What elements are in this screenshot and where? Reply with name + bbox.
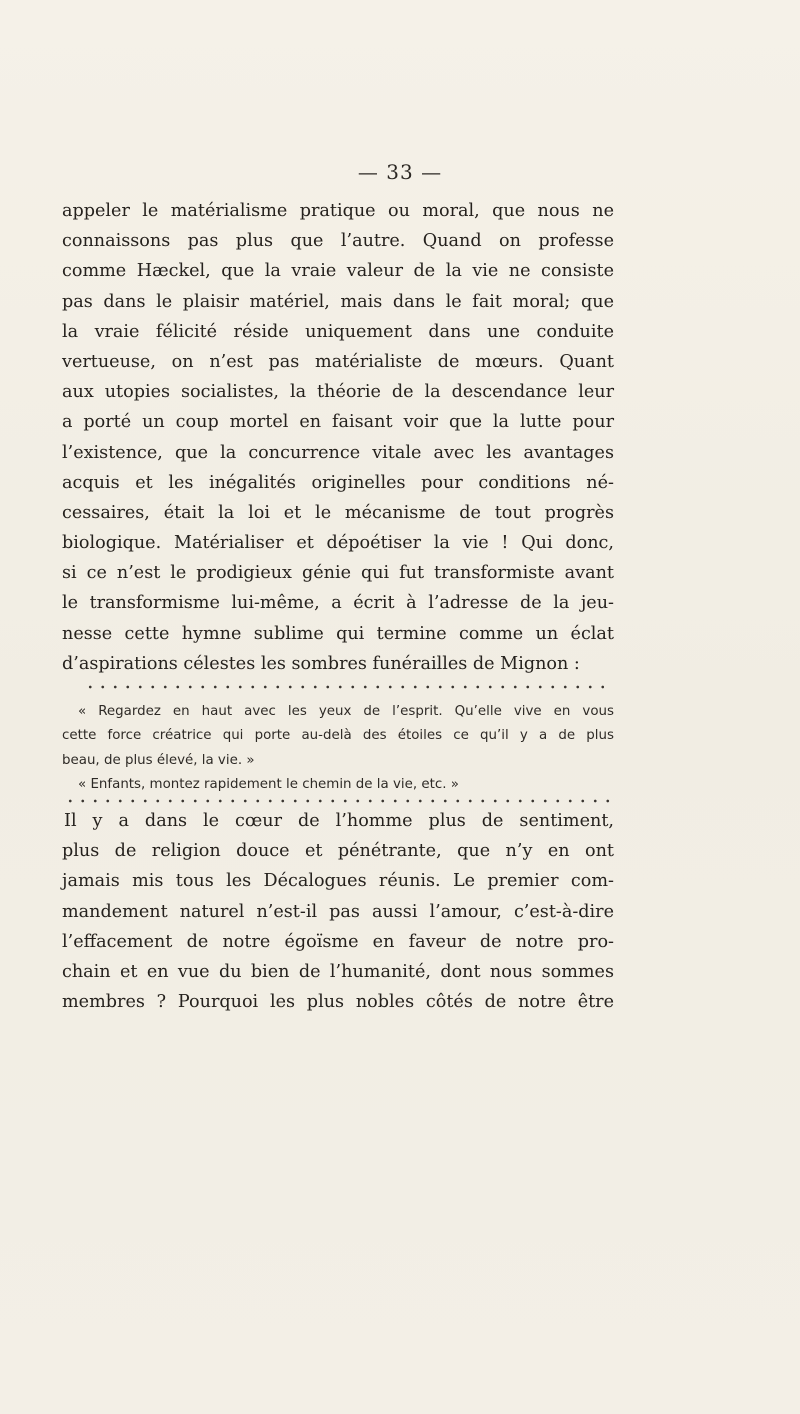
text-line: jamais mis tous les Décalogues réunis. Le premier com- <box>62 871 614 892</box>
text-line: si ce n’est le prodigieux génie qui fut transformiste avant <box>62 563 614 584</box>
text-line: chain et en vue du bien de l’humanité, dont nous sommes <box>62 961 614 982</box>
text-line: acquis et les inégalités originelles pour conditions né- <box>62 472 614 493</box>
quotation-line: « Regardez en haut avec les yeux de l’esprit. Qu’elle vive en vous <box>78 704 614 719</box>
text-line: connaissons pas plus que l’autre. Quand on professe <box>62 231 614 252</box>
text-line: Il y a dans le cœur de l’homme plus de sentiment, <box>64 811 614 831</box>
text-line: pas dans le plaisir matériel, mais dans le fait moral; que <box>62 291 614 312</box>
text-line: la vraie félicité réside uniquement dans une conduite <box>62 321 614 342</box>
text-line: appeler le matérialisme pratique ou moral, que nous ne <box>62 201 614 221</box>
quotation-block <box>62 700 614 798</box>
text-line: vertueuse, on n’est pas matérialiste de mœurs. Quant <box>62 351 614 372</box>
text-line: mandement naturel n’est-il pas aussi l’amour, c’est-à-dire <box>62 901 614 922</box>
text-line: l’existence, que la concurrence vitale avec les avantages <box>62 442 614 463</box>
paragraph-2 <box>62 806 614 1017</box>
text-line: plus de religion douce et pénétrante, que n’y en ont <box>62 841 614 862</box>
quotation-line: cette force créatrice qui porte au-delà des étoiles ce qu’il y a de plus <box>62 728 614 744</box>
text-line: le transformisme lui-même, a écrit à l’adresse de la jeu- <box>62 593 614 614</box>
paragraph-1 <box>62 196 614 679</box>
text-line: comme Hæckel, que la vraie valeur de la vie ne consiste <box>62 261 614 282</box>
text-line: cessaires, était la loi et le mécanisme de tout progrès <box>62 502 614 523</box>
text-line: nesse cette hymne sublime qui termine comme un éclat <box>62 623 614 644</box>
page-number: — 33 — <box>357 160 443 184</box>
text-line: aux utopies socialistes, la théorie de la descendance leur <box>62 382 614 403</box>
text-line: biologique. Matérialiser et dépoétiser la vie ! Qui donc, <box>62 533 614 554</box>
quotation-line: beau, de plus élevé, la vie. » <box>62 752 255 768</box>
text-line: membres ? Pourquoi les plus nobles côtés de notre être <box>62 992 614 1013</box>
text-line: d’aspirations célestes les sombres funérailles de Mignon : <box>62 653 580 674</box>
quotation-line: « Enfants, montez rapidement le chemin de la vie, etc. » <box>78 777 459 793</box>
text-line: l’effacement de notre égoïsme en faveur de notre pro- <box>62 931 614 952</box>
text-line: a porté un coup mortel en faisant voir que la lutte pour <box>62 412 614 433</box>
dotted-separator-top <box>84 682 604 692</box>
dotted-separator-bottom <box>64 796 614 806</box>
